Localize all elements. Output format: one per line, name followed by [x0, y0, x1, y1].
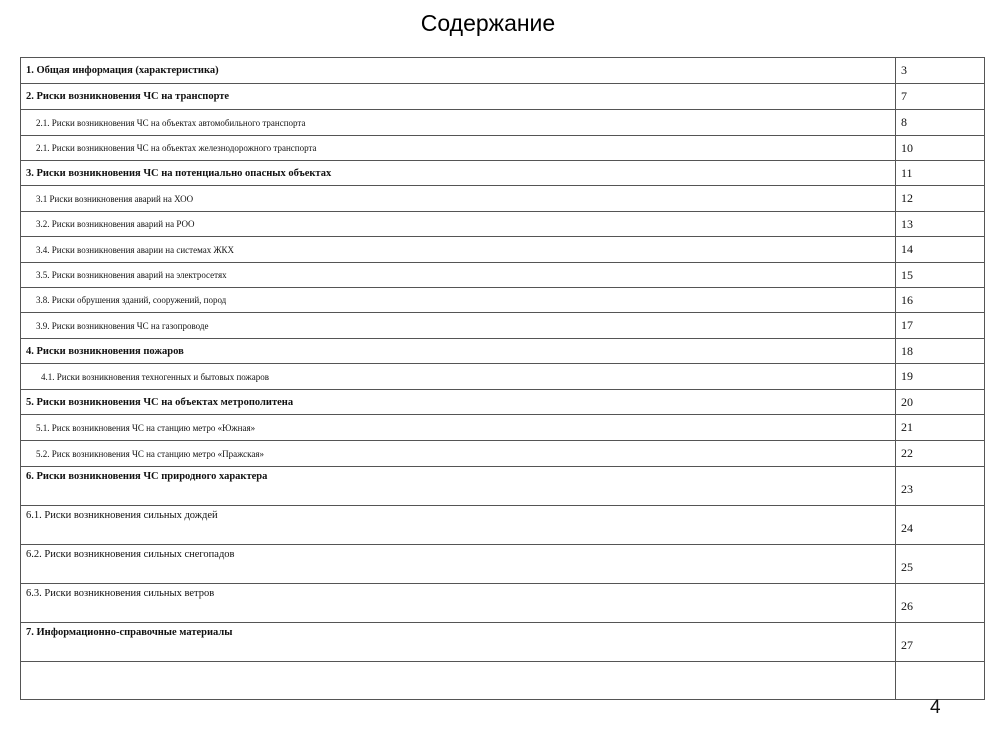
page-title: Содержание — [420, 10, 556, 36]
toc-entry-text: 3.4. Риски возникновения аварии на системах ЖКХ — [21, 237, 896, 263]
toc-row[interactable] — [21, 288, 985, 313]
toc-row[interactable] — [21, 339, 985, 364]
toc-row[interactable] — [21, 84, 985, 110]
toc-entry-text: 6.3. Риски возникновения сильных ветров — [21, 584, 896, 623]
toc-row[interactable] — [21, 545, 985, 584]
toc-page-number: 3 — [896, 58, 985, 84]
toc-page-number: 19 — [896, 364, 985, 390]
toc-page-number: 8 — [896, 110, 985, 136]
toc-entry-text: 3.9. Риски возникновения ЧС на газопроводе — [21, 313, 896, 339]
toc-page-number: 22 — [896, 441, 985, 467]
toc-row[interactable] — [21, 441, 985, 467]
toc-page-number: 7 — [896, 84, 985, 110]
toc-row[interactable] — [21, 136, 985, 161]
toc-page-number: 25 — [896, 545, 985, 584]
toc-entry-text: 2.1. Риски возникновения ЧС на объектах железнодорожного транспорта — [21, 136, 896, 161]
toc-row[interactable] — [21, 364, 985, 390]
toc-row[interactable] — [21, 415, 985, 441]
toc-page-number: 13 — [896, 212, 985, 237]
toc-entry-text: 6.2. Риски возникновения сильных снегопадов — [21, 545, 896, 584]
toc-row[interactable] — [21, 58, 985, 84]
toc-row[interactable] — [21, 506, 985, 545]
toc-entry-text: 6.1. Риски возникновения сильных дождей — [21, 506, 896, 545]
toc-row[interactable] — [21, 313, 985, 339]
toc-page-number: 14 — [896, 237, 985, 263]
toc-row[interactable] — [21, 584, 985, 623]
toc-entry-text: 5.1. Риск возникновения ЧС на станцию метро «Южная» — [21, 415, 896, 441]
toc-row[interactable] — [21, 467, 985, 506]
toc-entry-text: 3. Риски возникновения ЧС на потенциально опасных объектах — [21, 161, 896, 186]
toc-entry-text: 5.2. Риск возникновения ЧС на станцию метро «Пражская» — [21, 441, 896, 467]
toc-page-number: 11 — [896, 161, 985, 186]
toc-page-number: 10 — [896, 136, 985, 161]
toc-page-number: 24 — [896, 506, 985, 545]
table-of-contents — [20, 57, 985, 700]
toc-row[interactable] — [21, 263, 985, 288]
toc-entry-text: 6. Риски возникновения ЧС природного характера — [21, 467, 896, 506]
toc-page-number: 12 — [896, 186, 985, 212]
toc-entry-text: 4.1. Риски возникновения техногенных и бытовых пожаров — [21, 364, 896, 390]
toc-row[interactable] — [21, 186, 985, 212]
toc-page-number: 23 — [896, 467, 985, 506]
toc-page-number: 17 — [896, 313, 985, 339]
toc-row-empty — [21, 662, 985, 700]
toc-entry-text: 3.1 Риски возникновения аварий на ХОО — [21, 186, 896, 212]
toc-entry-text: 7. Информационно-справочные материалы — [21, 623, 896, 662]
toc-row[interactable] — [21, 390, 985, 415]
toc-entry-text: 5. Риски возникновения ЧС на объектах метрополитена — [21, 390, 896, 415]
toc-page-number: 15 — [896, 263, 985, 288]
toc-page-number: 18 — [896, 339, 985, 364]
toc-row[interactable] — [21, 212, 985, 237]
toc-entry-text: 2.1. Риски возникновения ЧС на объектах автомобильного транспорта — [21, 110, 896, 136]
toc-entry-text: 2. Риски возникновения ЧС на транспорте — [21, 84, 896, 110]
toc-row[interactable] — [21, 623, 985, 662]
toc-page-number: 21 — [896, 415, 985, 441]
toc-entry-text: 3.2. Риски возникновения аварий на РОО — [21, 212, 896, 237]
toc-page-number: 26 — [896, 584, 985, 623]
toc-row[interactable] — [21, 110, 985, 136]
toc-entry-text: 3.8. Риски обрушения зданий, сооружений, пород — [21, 288, 896, 313]
toc-page-number: 27 — [896, 623, 985, 662]
toc-empty-cell — [21, 662, 896, 700]
toc-page-number: 20 — [896, 390, 985, 415]
toc-empty-cell — [896, 662, 985, 700]
toc-entry-text: 4. Риски возникновения пожаров — [21, 339, 896, 364]
toc-page-number: 16 — [896, 288, 985, 313]
toc-entry-text: 3.5. Риски возникновения аварий на электросетях — [21, 263, 896, 288]
toc-row[interactable] — [21, 237, 985, 263]
slide-number: 4 — [930, 697, 941, 718]
toc-row[interactable] — [21, 161, 985, 186]
toc-entry-text: 1. Общая информация (характеристика) — [21, 58, 896, 84]
